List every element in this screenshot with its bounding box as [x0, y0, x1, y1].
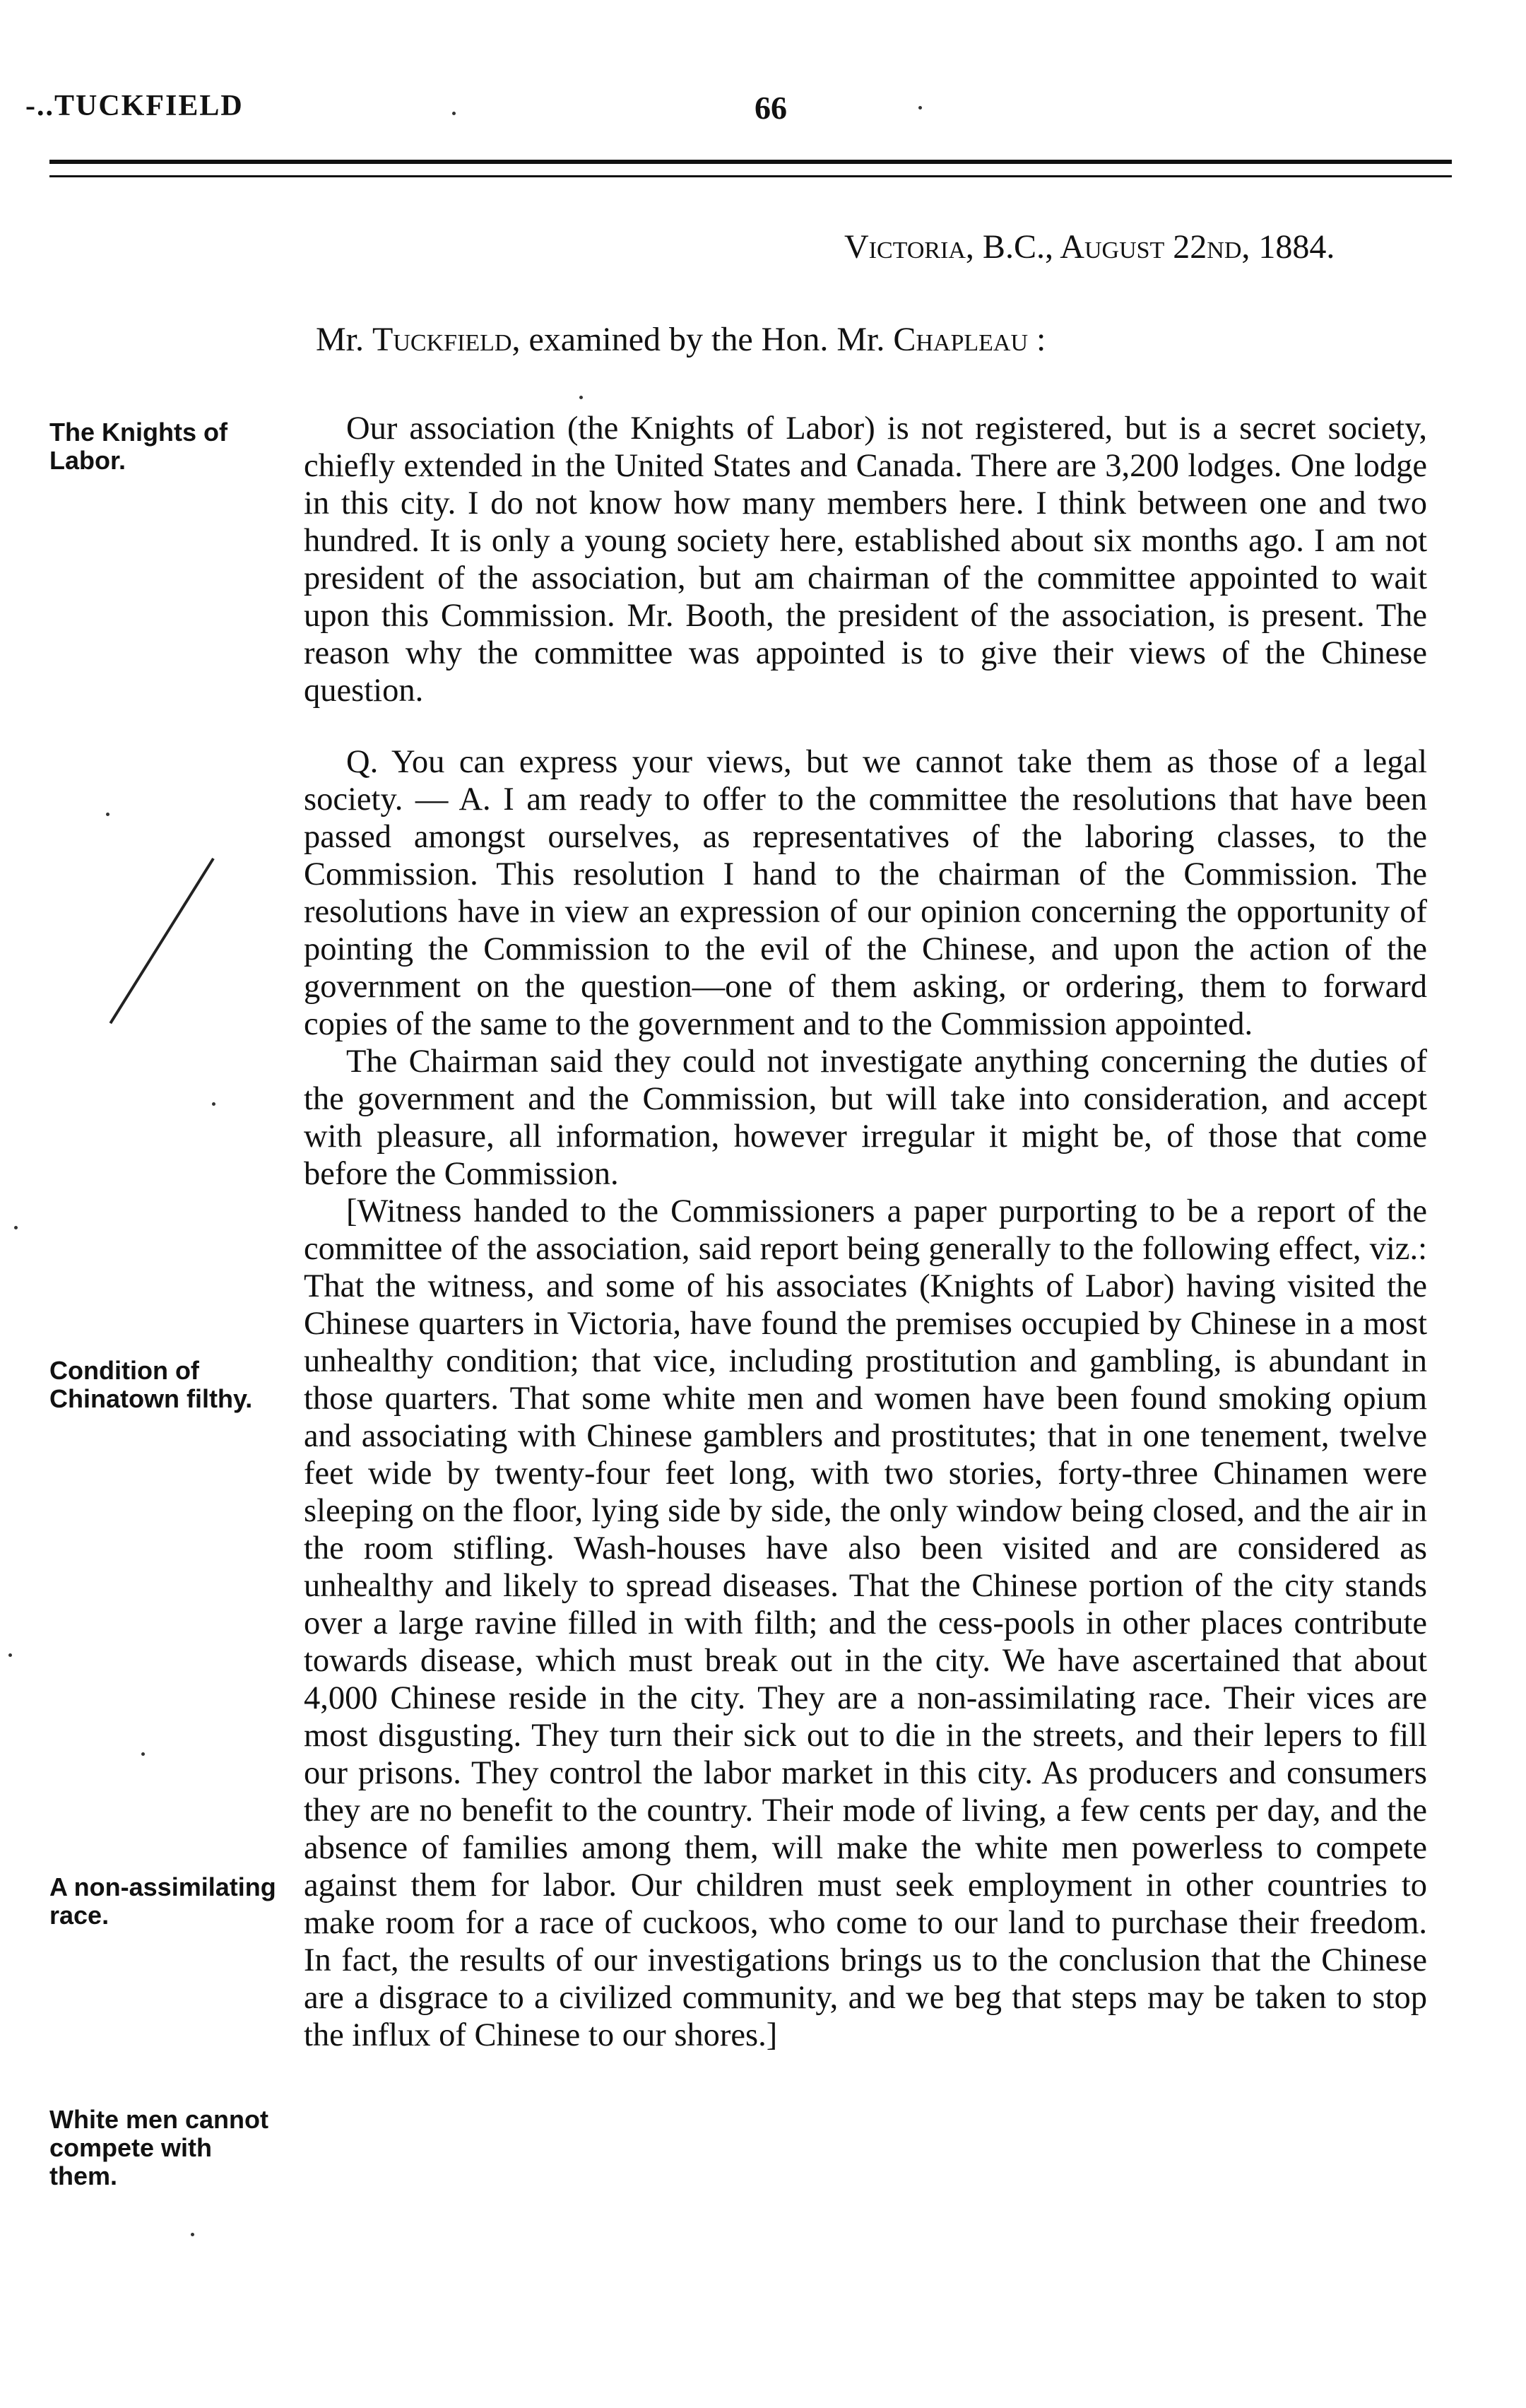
examination-line: [316, 320, 1046, 359]
paragraph-question-answer: Q. You can express your views, but we cannot take them as those of a legal society. — A. I am ready to offer to the committee the resolutions that have been passed amongst ourselves, as representatives of the laboring classes, to the Commission. This resolution I hand to the chairman of the Commission. The resolutions have in view an expression of our opinion concerning the opportunity of pointing the Commission to the evil of the Chinese, and upon the action of the government on the question—one of them asking, or ordering, them to forward copies of the same to the government and to the Commission appointed.: [304, 744, 1427, 1042]
margin-note-knights-of-labor: The Knights of Labor.: [49, 418, 227, 475]
scan-speck: [918, 106, 922, 110]
header-rule-thick: [49, 160, 1452, 164]
paragraph-chairman: The Chairman said they could not investigate anything concerning the duties of the government and the Commission, but will take into consideration, and accept with pleasure, all information, however irregular it might be, of those that come before the Commission.: [304, 1044, 1427, 1192]
page-number: 66: [755, 90, 787, 126]
scan-speck: [14, 1226, 18, 1229]
scan-speck: [579, 396, 583, 399]
margin-note-non-assimilating: A non-assimilating race.: [49, 1872, 276, 1930]
running-head: -..TUCKFIELD: [25, 90, 244, 122]
dateline: Victoria, B.C., August 22nd, 1884.: [844, 228, 1335, 266]
paragraph-report: [Witness handed to the Commissioners a paper purporting to be a report of the committee of the association, said report being generally to the following effect, viz.: That the witness, and some of his associates (Knights of Labor) having visited the Chinese quarters in Victoria, have found the premises occupied by Chinese in a most unhealthy condition; that vice, including prostitution and gambling, is abundant in those quarters. That some white men and women have been found smoking opium and associating with Chinese gamblers and prostitutes; that in one tenement, twelve feet wide by twenty-four feet long, with two stories, forty-three Chinamen were sleeping on the floor, lying side by side, the only window being closed, and the air in the room stifling. Wash-houses have also been visited and are considered as unhealthy and likely to spread diseases. That the Chinese portion of the city stands over a large ravine filled in with filth; and the cess-pools in other places contribute towards disease, which must break out in the city. We have ascertained that about 4,000 Chinese reside in the city. They are a non-assimilating race. Their vices are most disgusting. They turn their sick out to die in the streets, and their lepers to fill our prisons. They control the labor market in this city. As producers and consumers they are no benefit to the country. Their mode of living, a few cents per day, and the absence of families among them, will make the white men powerless to compete against them for labor. Our children must seek employment in other countries to make room for a race of cuckoos, who come to our land to purchase their freedom. In fact, the results of our investigations brings us to the conclusion that the Chinese are a disgrace to a civilized community, and we beg that steps may be taken to stop the influx of Chinese to our shores.]: [304, 1193, 1427, 2053]
scan-speck: [106, 813, 110, 816]
examination-prefix: Mr.: [316, 321, 373, 358]
pen-stroke-mark: [110, 858, 215, 1024]
examiner-name: Chapleau: [893, 321, 1029, 358]
scan-speck: [212, 1102, 215, 1106]
paragraph-association: Our association (the Knights of Labor) is not registered, but is a secret society, chiefly extended in the United States and Canada. There are 3,200 lodges. One lodge in this city. I do not know how many members here. I think between one and two hundred. It is only a young society here, established about six months ago. I am not president of the association, but am chairman of the committee appointed to wait upon this Commission. Mr. Booth, the president of the association, is present. The reason why the committee was appointed is to give their views of the Chinese question.: [304, 411, 1427, 709]
scan-speck: [8, 1653, 12, 1657]
examination-suffix: :: [1028, 321, 1046, 358]
scan-speck: [452, 112, 456, 115]
header-rule-thin: [49, 175, 1452, 177]
margin-note-cannot-compete: White men cannot compete with them.: [49, 2105, 269, 2190]
scan-speck: [191, 2233, 194, 2236]
margin-note-chinatown-condition: Condition of Chinatown filthy.: [49, 1356, 253, 1413]
examination-middle: , examined by the Hon. Mr.: [511, 321, 894, 358]
scan-speck: [141, 1752, 145, 1756]
testimony-body: [304, 410, 1427, 2054]
witness-name: Tuckfield: [372, 321, 512, 358]
